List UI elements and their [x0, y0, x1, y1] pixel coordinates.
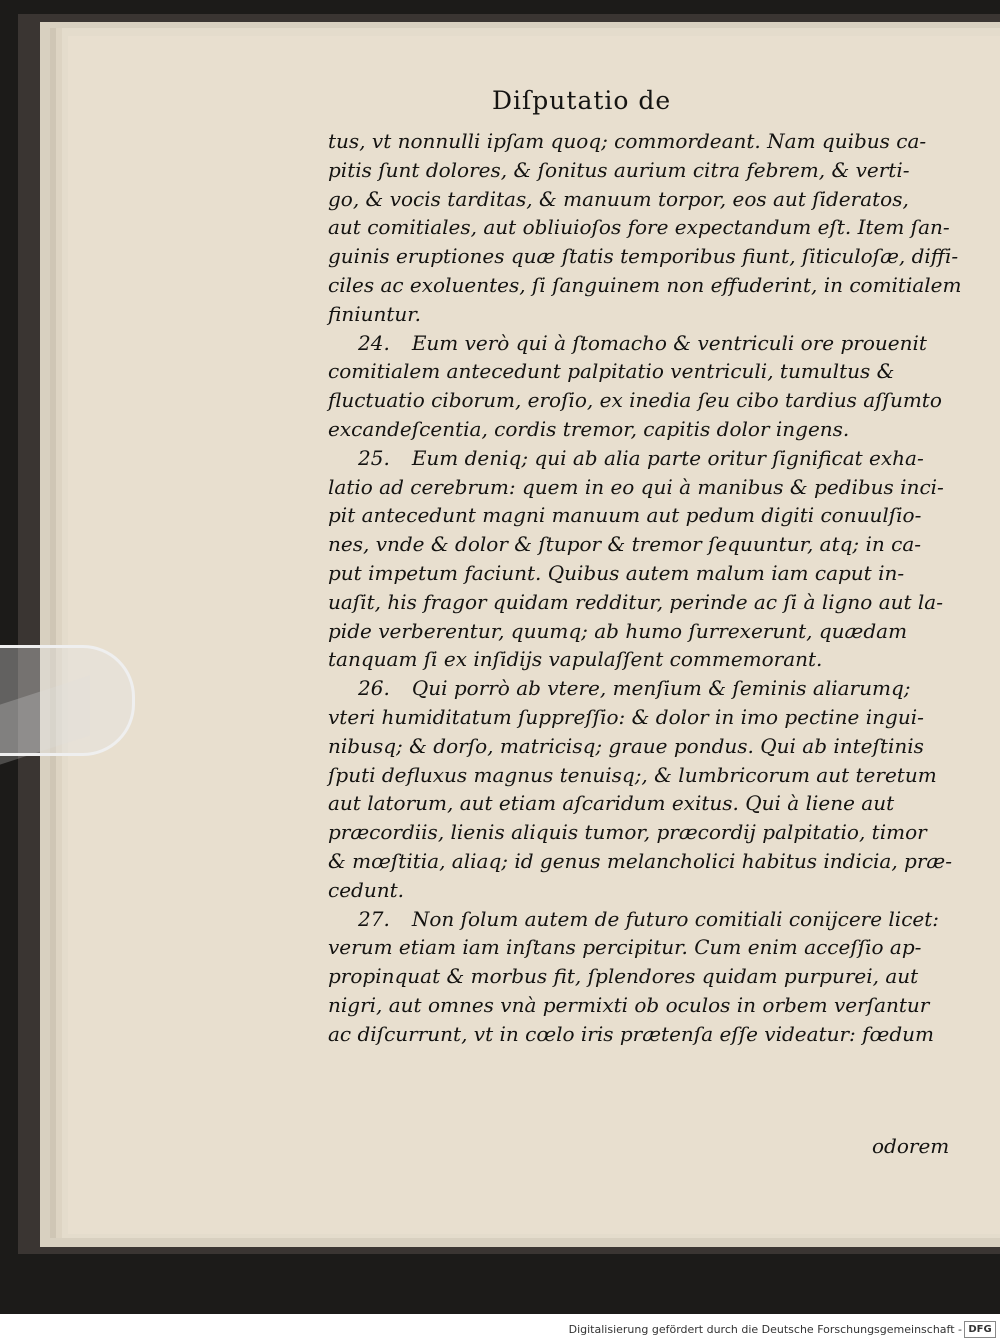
funding-credit: Digitalisierung gefördert durch die Deutsche Forschungsgemeinschaft - — [568, 1323, 962, 1336]
dfg-logo: DFG — [964, 1321, 996, 1338]
text-line: tanquam ſi ex inſidijs vapulaſſent commemorant. — [328, 647, 823, 672]
text-span: Eum verò qui à ſtomacho & ventriculi ore prouenit — [411, 330, 927, 355]
running-header: Diſputatio de — [492, 86, 672, 115]
paragraph-number: 24. — [358, 330, 390, 355]
catchword: odorem — [872, 1134, 950, 1158]
text-line: pide verberentur, quumq; ab humo ſurrexerunt, quædam — [328, 618, 908, 643]
text-line: ciles ac exoluentes, ſi ſanguinem non effuderint, in comitialem — [328, 272, 962, 297]
text-line — [328, 329, 968, 358]
text-line: præcordiis, lienis aliquis tumor, præcordij palpitatio, timor — [328, 820, 927, 845]
text-line: guinis eruptiones quæ ſtatis temporibus fiunt, ſiticuloſæ, diffi- — [328, 244, 959, 269]
text-span: Qui porrò ab vtere, menſium & ſeminis aliarumq; — [411, 676, 911, 701]
text-line — [328, 444, 968, 473]
text-line: ſputi defluxus magnus tenuisq;, & lumbricorum aut teretum — [328, 762, 937, 787]
text-line: verum etiam iam inſtans percipitur. Cum enim acceſſio ap- — [328, 935, 922, 960]
text-line: nibusq; & dorſo, matricisq; graue pondus. Qui ab inteſtinis — [328, 733, 924, 758]
text-line: pit antecedunt magni manuum aut pedum digiti conuulſio- — [328, 503, 922, 528]
text-line: excandeſcentia, cordis tremor, capitis dolor ingens. — [328, 416, 850, 441]
text-line: vteri humiditatum ſuppreſſio: & dolor in imo pectine ingui- — [328, 704, 924, 729]
text-line: nes, vnde & dolor & ſtupor & tremor ſequuntur, atq; in ca- — [328, 532, 922, 557]
text-line: put impetum faciunt. Quibus autem malum iam caput in- — [328, 560, 905, 585]
text-span: Eum deniq; qui ab alia parte oritur ſignificat exha- — [411, 445, 924, 470]
text-line: propinquat & morbus fit, ſplendores quidam purpurei, aut — [328, 964, 919, 989]
page-body — [328, 127, 968, 1049]
paragraph-24 — [328, 329, 968, 444]
text-line: & mœſtitia, aliaq; id genus melancholici habitus indicia, præ- — [328, 848, 952, 873]
paragraph-number: 27. — [358, 906, 390, 931]
paper-clip — [0, 645, 135, 756]
text-line: aut latorum, aut etiam aſcaridum exitus. Qui à liene aut — [328, 791, 895, 816]
paragraph-27 — [328, 905, 968, 1049]
text-line: nigri, aut omnes vnà permixti ob oculos in orbem verſantur — [328, 992, 930, 1017]
text-line: fluctuatio ciborum, eroſio, ex inedia ſeu cibo tardius aſſumto — [328, 388, 942, 413]
paragraph-number: 26. — [358, 676, 390, 701]
text-line: latio ad cerebrum: quem in eo qui à manibus & pedibus inci- — [328, 474, 944, 499]
paragraph-26 — [328, 674, 968, 904]
paragraph-25 — [328, 444, 968, 674]
text-line: uaſit, his fragor quidam redditur, perinde ac ſi à ligno aut la- — [328, 589, 943, 614]
paragraph-number: 25. — [358, 445, 390, 470]
text-line — [328, 674, 968, 703]
text-line: aut comitiales, aut obliuioſos fore expectandum eſt. Item ſan- — [328, 215, 950, 240]
text-line: tus, vt nonnulli ipſam quoq; commordeant. Nam quibus ca- — [328, 129, 927, 153]
text-span: Non ſolum autem de futuro comitiali conijcere licet: — [411, 906, 940, 931]
text-line: pitis ſunt dolores, & ſonitus aurium citra febrem, & verti- — [328, 157, 910, 182]
text-line: finiuntur. — [328, 301, 422, 326]
text-line: ac diſcurrunt, vt in cœlo iris prætenſa eſſe videatur: fœdum — [328, 1021, 934, 1046]
text-line — [328, 905, 968, 934]
text-line: go, & vocis tarditas, & manuum torpor, eos aut ſideratos, — [328, 186, 909, 211]
text-line: cedunt. — [328, 877, 404, 902]
text-line: comitialem antecedunt palpitatio ventriculi, tumultus & — [328, 359, 895, 384]
